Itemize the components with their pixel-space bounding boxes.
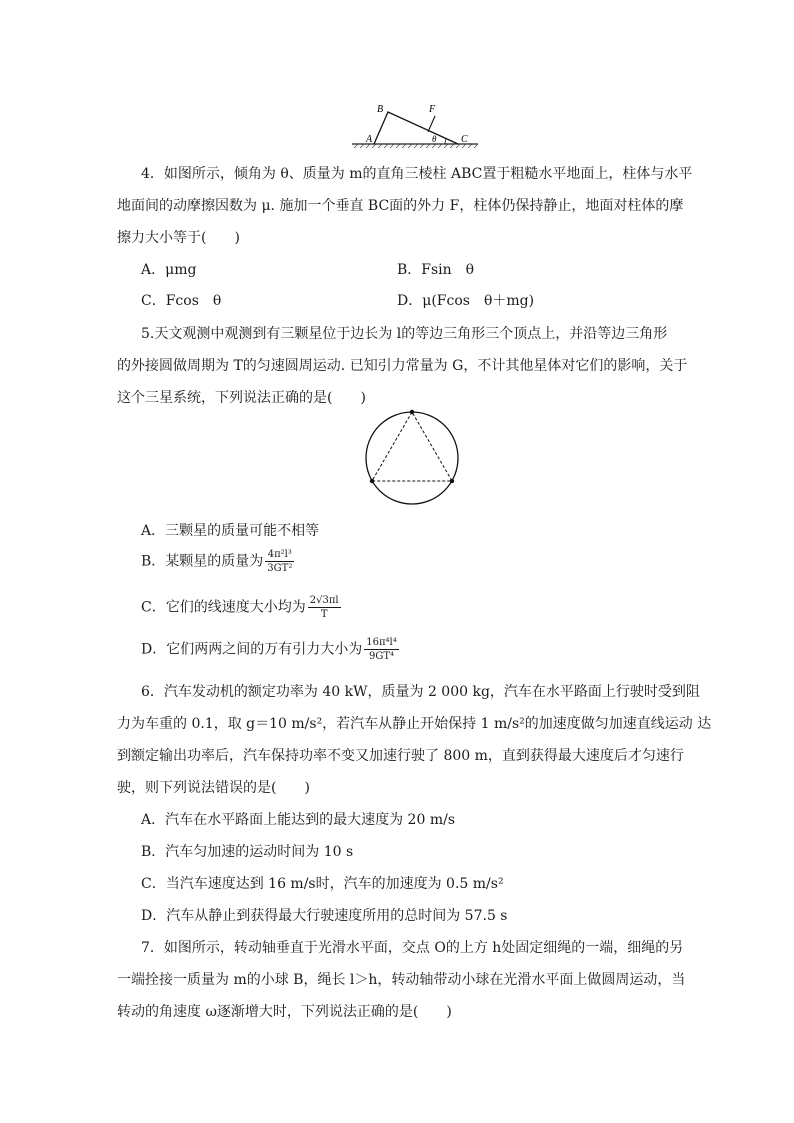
label-b: B — [377, 104, 384, 115]
q4-option-a: A．μmg — [141, 262, 197, 278]
q5-option-a: A．三颗星的质量可能不相等 — [141, 523, 320, 539]
prism-triangle — [374, 112, 458, 144]
q6-option-c: C．当汽车速度达到 16 m/s时，汽车的加速度为 0.5 m/s² — [141, 876, 504, 892]
q6-option-d: D．汽车从静止到获得最大行驶速度所用的总时间为 57.5 s — [141, 908, 508, 924]
q6-option-a: A．汽车在水平路面上能达到的最大速度为 20 m/s — [141, 812, 456, 828]
fraction-numerator: 2√3πl — [309, 595, 339, 606]
q5-option-b-fraction — [265, 548, 294, 575]
star-top — [410, 410, 414, 414]
angle-arc — [445, 139, 446, 144]
q6-option-b: B．汽车匀加速的运动时间为 10 s — [141, 844, 354, 860]
star-right — [450, 479, 454, 483]
q5-option-b — [141, 548, 294, 575]
q5-option-c-text: C．它们的线速度大小均为 — [141, 599, 306, 616]
q4-option-b: B．Fsin θ — [397, 262, 475, 278]
force-arrow — [428, 116, 435, 132]
q7-line-1: 7．如图所示，转动轴垂直于光滑水平面，交点 O的上方 h处固定细绳的一端，细绳的另 — [141, 940, 684, 956]
fraction-numerator: 4π²l³ — [265, 548, 294, 562]
prism-figure — [350, 98, 480, 154]
q6-line-3: 到额定输出功率后，汽车保持功率不变又加速行驶了 800 m，直到获得最大速度后才匀速行 — [117, 748, 684, 764]
fraction-denominator: T — [320, 609, 328, 620]
q5-option-c-fraction — [308, 594, 341, 621]
fraction-numerator: 16π⁴l⁴ — [366, 637, 397, 648]
q5-line-2: 的外接圆做周期为 T的匀速圆周运动. 已知引力常量为 G，不计其他星体对它们的影响，关于 — [117, 358, 688, 374]
q7-line-3: 转动的角速度 ω逐渐增大时，下列说法正确的是( ) — [117, 1004, 452, 1020]
label-theta: θ — [432, 134, 437, 144]
label-a: A — [366, 134, 373, 145]
q6-line-2: 力为车重的 0.1，取 g＝10 m/s²，若汽车从静止开始保持 1 m/s²的加速度做匀加速直线运动 达 — [117, 716, 712, 732]
label-f: F — [429, 104, 436, 115]
q5-option-d — [141, 636, 399, 663]
fraction-denominator: 3GT² — [267, 563, 293, 574]
q5-option-c — [141, 594, 341, 621]
q7-line-2: 一端拴接一质量为 m的小球 B，绳长 l＞h，转动轴带动小球在光滑水平面上做圆周运动，当 — [117, 972, 686, 988]
q4-line-2: 地面间的动摩擦因数为 μ. 施加一个垂直 BC面的外力 F，柱体仍保持静止，地面对柱体的摩 — [117, 198, 684, 214]
dashed-triangle — [372, 412, 452, 481]
q5-line-3: 这个三星系统，下列说法正确的是( ) — [117, 390, 366, 406]
ground-hatch — [354, 144, 478, 148]
q4-option-c: C．Fcos θ — [141, 293, 222, 309]
q5-option-d-fraction — [364, 636, 399, 663]
q5-option-b-text: B．某颗星的质量为 — [141, 553, 264, 570]
q6-line-4: 驶，则下列说法错误的是( ) — [117, 780, 310, 796]
q6-line-1: 6．汽车发动机的额定功率为 40 kW，质量为 2 000 kg，汽车在水平路面上行驶时受到阻 — [141, 684, 700, 700]
q5-option-d-text: D．它们两两之间的万有引力大小为 — [141, 641, 363, 658]
q5-line-1: 5.天文观测中观测到有三颗星位于边长为 l的等边三角形三个顶点上，并沿等边三角形 — [141, 326, 668, 342]
fraction-denominator: 9GT⁴ — [368, 651, 394, 662]
q4-option-d: D．μ(Fcos θ＋mg) — [397, 293, 535, 309]
q4-line-3: 擦力大小等于( ) — [117, 230, 240, 246]
three-star-figure — [360, 408, 464, 508]
label-c: C — [461, 134, 468, 145]
star-left — [370, 479, 374, 483]
q4-line-1: 4．如图所示，倾角为 θ、质量为 m的直角三棱柱 ABC置于粗糙水平地面上，柱体与水平 — [141, 166, 693, 182]
orbit-circle — [366, 412, 458, 504]
